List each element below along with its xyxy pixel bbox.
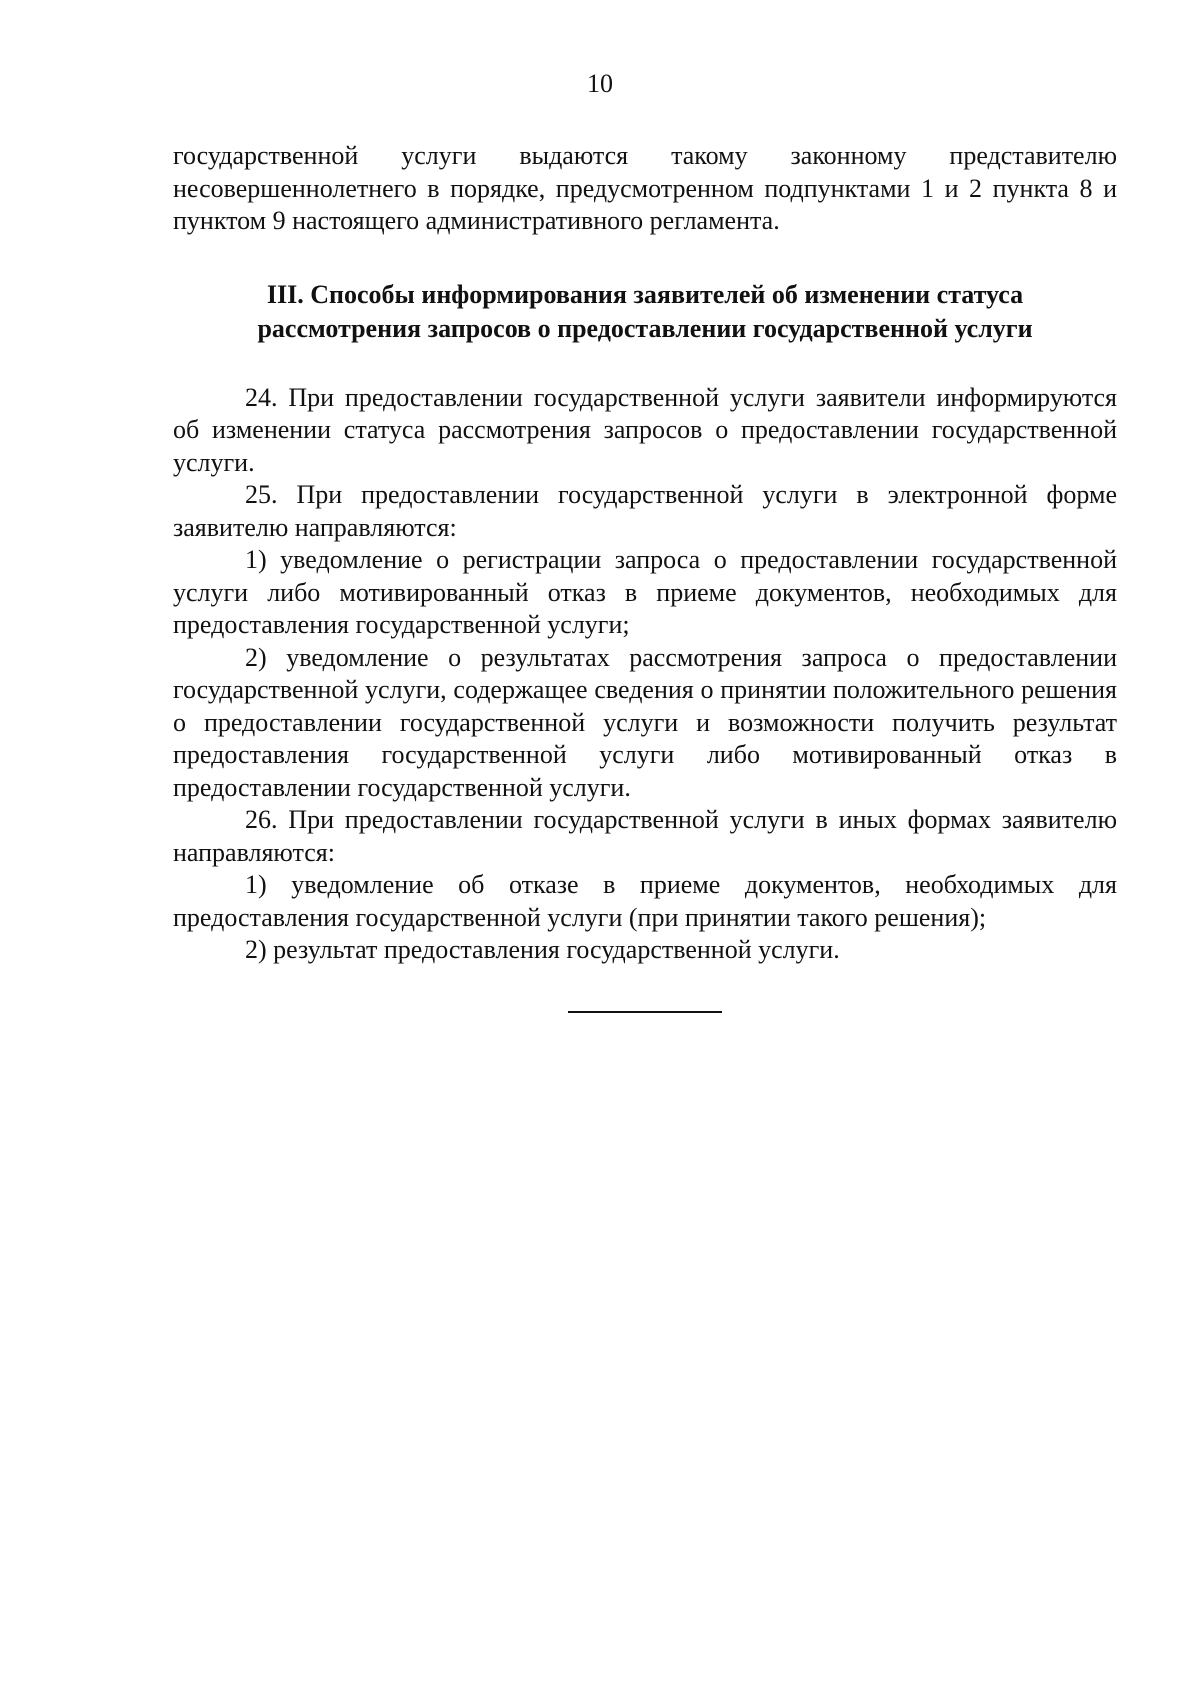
document-body: [173, 140, 1117, 967]
paragraph-25-item-2: 2) уведомление о результатах рассмотрения запроса о предоставлении государственной услуги, содержащее сведения о принятии положительного решения о предоставлении государственной услуги и возможности получить результат предоставления государственной услуги либо мотивированный отказ в предоставлении государственной услуги.: [173, 642, 1117, 802]
paragraph-26-item-1: 1) уведомление об отказе в приеме документов, необходимых для предоставления государственной услуги (при принятии такого решения);: [173, 870, 1117, 932]
page-number: 10: [587, 69, 613, 98]
paragraph-26: 26. При предоставлении государственной услуги в иных формах заявителю направляются:: [173, 805, 1117, 867]
paragraph-continuation: государственной услуги выдаются такому законному представителю несовершеннолетнего в порядке, предусмотренном подпунктами 1 и 2 пункта 8 и пунктом 9 настоящего административного регламента.: [173, 141, 1117, 235]
paragraph-24: 24. При предоставлении государственной услуги заявители информируются об изменении статуса рассмотрения запросов о предоставлении государственной услуги.: [173, 382, 1117, 477]
paragraph-25-item-1: 1) уведомление о регистрации запроса о предоставлении государственной услуги либо мотивированный отказ в приеме документов, необходимых для предоставления государственной услуги;: [173, 545, 1117, 639]
closing-separator-line: [568, 1011, 722, 1013]
paragraph-25: 25. При предоставлении государственной услуги в электронной форме заявителю направляются:: [173, 480, 1117, 542]
section-heading: III. Способы информирования заявителей об изменении статуса рассмотрения запросов о предоставлении государственной услуги: [257, 279, 1033, 343]
paragraph-26-item-2: 2) результат предоставления государственной услуги.: [245, 935, 840, 964]
